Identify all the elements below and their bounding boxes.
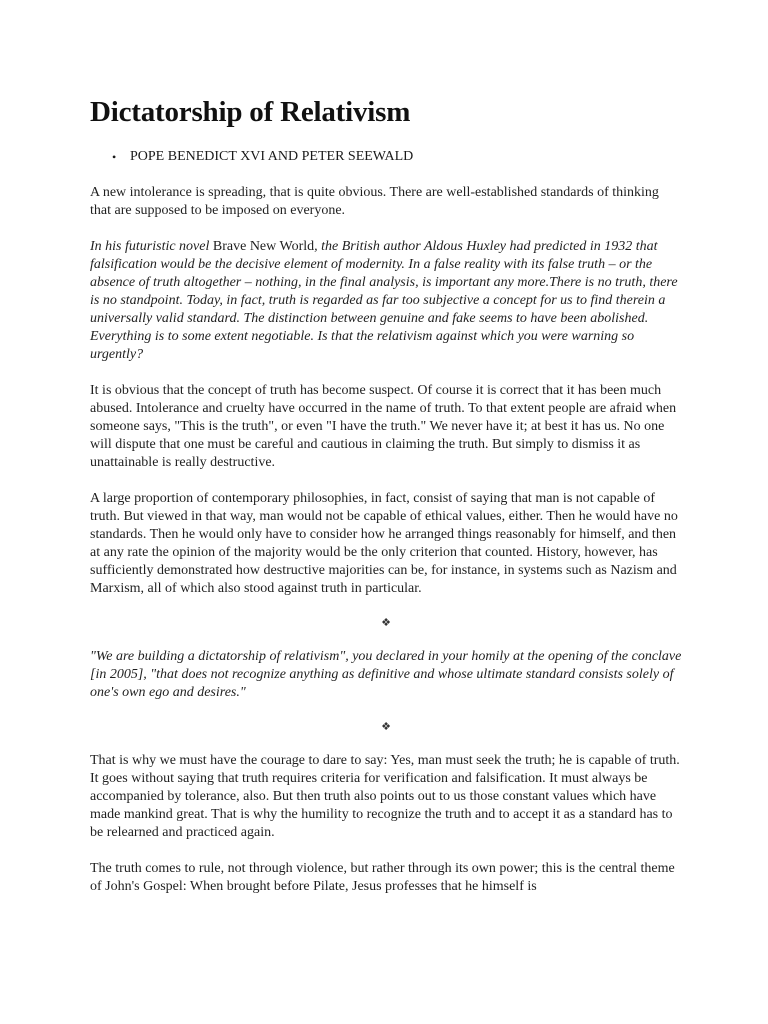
page-title: Dictatorship of Relativism [90, 96, 411, 128]
paragraph-question-huxley-a: In his futuristic novel [90, 239, 213, 254]
paragraph-courage: That is why we must have the courage to dare to say: Yes, man must seek the truth; he is capable of truth. It goes without saying that truth requires criteria for verification and falsification. It must always be accompanied by tolerance, also. But then truth also points out to us those constant values which have made mankind great. That is why the humility to recognize the truth and to accept it as a standard has to be relearned and practiced again. [90, 753, 680, 840]
book-title: Brave New World [212, 239, 315, 254]
paragraph-question-huxley-b: , the British author Aldous Huxley had predicted in 1932 that falsification would be the decisive element of modernity. In a false reality with its false truth – or the absence of truth altogether – nothing, in the final analysis, is important any more.There is no truth, there is no standpoint. Today, in fact, truth is regarded as far too subjective a concept for us to find therein a universally valid standard. The distinction between genuine and fake seems to have been abolished. Everything is to some extent negotiable. Is that the relativism against which you were warning so urgently? [90, 239, 678, 362]
paragraph-question-huxley [90, 238, 682, 364]
bullet-icon: • [112, 150, 117, 164]
authors-list [90, 148, 682, 166]
separator-icon: ❖ [381, 721, 391, 733]
authors-item [90, 148, 682, 166]
paragraph-intro: A new intolerance is spreading, that is quite obvious. There are well-established standards of thinking that are supposed to be imposed on everyone. [90, 185, 659, 218]
separator-icon: ❖ [381, 617, 391, 629]
paragraph-question-homily: "We are building a dictatorship of relativism", you declared in your homily at the opening of the conclave [in 2005], "that does not recognize anything as definitive and whose ultimate standard consists solely of one's own ego and desires." [90, 649, 682, 700]
paragraph-philosophies: A large proportion of contemporary philosophies, in fact, consist of saying that man is not capable of truth. But viewed in that way, man would not be capable of ethical values, either. Then he would have no standards. Then he would only have to consider how he arranged things reasonably for himself, and then at any rate the opinion of the majority would be the only criterion that counted. History, however, has sufficiently demonstrated how destructive majorities can be, for instance, in systems such as Nazism and Marxism, all of which also stood against truth in particular. [90, 491, 678, 596]
paragraph-truth-rules: The truth comes to rule, not through violence, but rather through its own power; this is the central theme of John's Gospel: When brought before Pilate, Jesus professes that he himself is [90, 861, 675, 894]
paragraph-truth-suspect: It is obvious that the concept of truth has become suspect. Of course it is correct that it has been much abused. Intolerance and cruelty have occurred in the name of truth. To that extent people are afraid when someone says, "This is the truth", or even "I have the truth." We never have it; at best it has us. No one will dispute that one must be careful and cautious in claiming the truth. But simply to dismiss it as unattainable is really destructive. [90, 383, 677, 470]
authors-text: POPE BENEDICT XVI AND PETER SEEWALD [130, 149, 414, 164]
document-page [90, 94, 682, 896]
